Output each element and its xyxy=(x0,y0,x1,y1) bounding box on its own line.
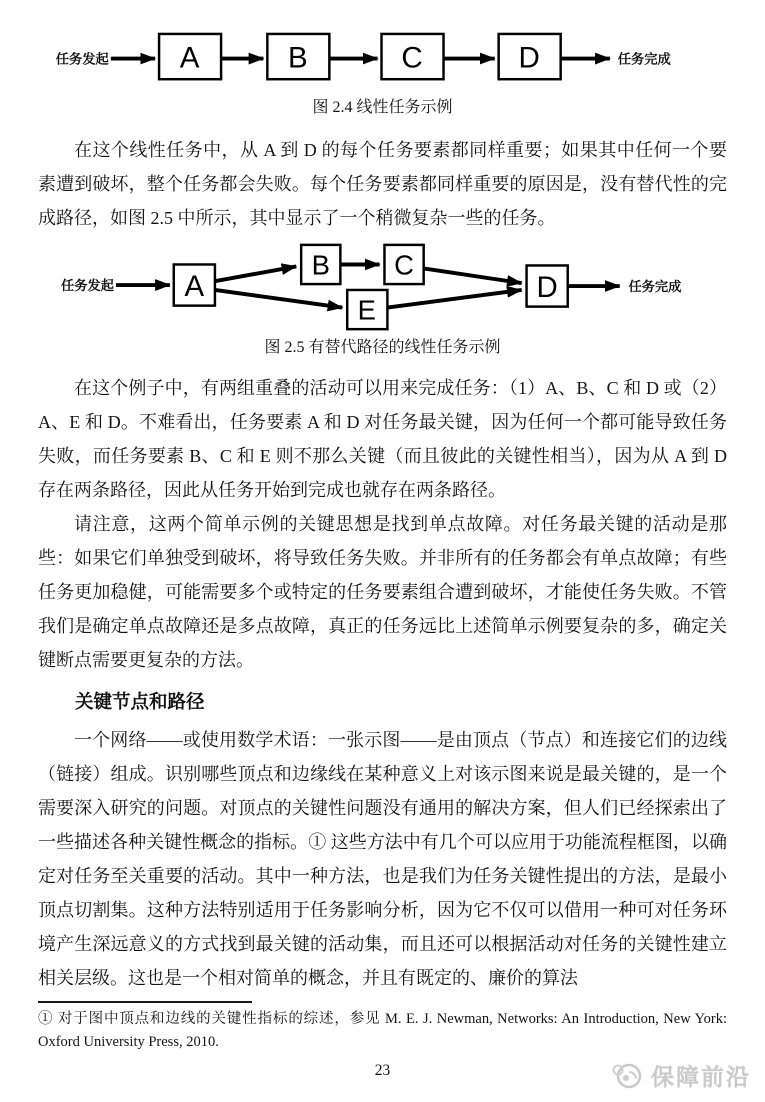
task-node-label: D xyxy=(536,270,558,304)
footnote-text: ① 对于图中顶点和边线的关键性指标的综述，参见 M. E. J. Newman, Networks: An Introduction, New York: Oxford University Press, 2010. xyxy=(38,1011,727,1050)
task-node-label: B xyxy=(288,41,308,75)
figure-2-5 xyxy=(38,239,727,359)
fig25-end-label: 任务完成 xyxy=(628,278,682,294)
task-node-label: E xyxy=(357,294,376,326)
figure-2-5-caption: 图 2.5 有替代路径的线性任务示例 xyxy=(264,339,501,356)
task-node-label: B xyxy=(311,249,330,281)
watermark-logo-icon xyxy=(610,1061,644,1091)
task-node-label: C xyxy=(394,249,414,281)
fig25-start-label: 任务发起 xyxy=(61,277,114,293)
task-node-label: C xyxy=(401,41,423,75)
task-node-label: D xyxy=(518,41,540,75)
fig24-end-label: 任务完成 xyxy=(617,51,671,67)
flow-arrow xyxy=(215,290,342,308)
page-number: 23 xyxy=(374,1062,391,1079)
paragraph-3: 请注意，这两个简单示例的关键思想是找到单点故障。对任务最关键的活动是那些：如果它们单独受到破坏，将导致任务失败。并非所有的任务都会有单点故障；有些任务更加稳健，可能需要多个或特定的任务要素组合遭到破坏，才能使任务失败。不管我们是确定单点故障还是多点故障，真正的任务远比上述简单示例要复杂的多，确定关键断点需要更复杂的方法。 xyxy=(38,514,727,670)
figure-2-4 xyxy=(38,26,727,119)
flow-arrow xyxy=(424,268,522,283)
flow-arrow xyxy=(215,266,296,281)
watermark-text: 保障前沿 xyxy=(651,1064,751,1090)
fig24-start-label: 任务发起 xyxy=(55,51,109,67)
flow-arrow xyxy=(387,290,521,308)
task-node-label: A xyxy=(179,41,200,75)
task-node-label: A xyxy=(184,269,205,303)
figure-2-4-diagram xyxy=(38,26,727,97)
footnote xyxy=(38,1001,727,1054)
paragraph-4: 一个网络——或使用数学术语：一张示图——是由顶点（节点）和连接它们的边线（链接）组成。识别哪些顶点和边缘线在某种意义上对该示图来说是最关键的，是一个需要深入研究的问题。对顶点的关键性问题没有通用的解决方案，但人们已经探索出了一些描述各种关键性概念的指标。① 这些方法中有几个可以应用于功能流程框图，以确定对任务至关重要的活动。其中一种方法，也是我们为任务关键性提出的方法，是最小顶点切割集。这种方法特别适用于任务影响分析，因为它不仅可以借用一种可对任务环境产生深远意义的方式找到最关键的活动集，而且还可以根据活动对任务的关键性建立相关层级。这也是一个相对简单的概念，并且有既定的、廉价的算法 xyxy=(38,730,727,988)
watermark xyxy=(610,1059,751,1092)
section-heading: 关键节点和路径 xyxy=(75,691,205,712)
paragraph-1: 在这个线性任务中，从 A 到 D 的每个任务要素都同样重要；如果其中任何一个要素遭到破坏，整个任务都会失败。每个任务要素都同样重要的原因是，没有替代性的完成路径，如图 2.5 中所示，其中显示了一个稍微复杂一些的任务。 xyxy=(38,140,727,228)
footnote-divider xyxy=(38,1001,252,1003)
figure-2-5-diagram xyxy=(38,239,727,337)
paragraph-2: 在这个例子中，有两组重叠的活动可以用来完成任务：（1）A、B、C 和 D 或（2）A、E 和 D。不难看出，任务要素 A 和 D 对任务最关键，因为任何一个都可能导致任务失败，而任务要素 B、C 和 E 则不那么关键（而且彼此的关键性相当），因为从 A 到 D 存在两条路径，因此从任务开始到完成也就存在两条路径。 xyxy=(38,378,727,500)
figure-2-4-caption: 图 2.4 线性任务示例 xyxy=(312,99,453,116)
